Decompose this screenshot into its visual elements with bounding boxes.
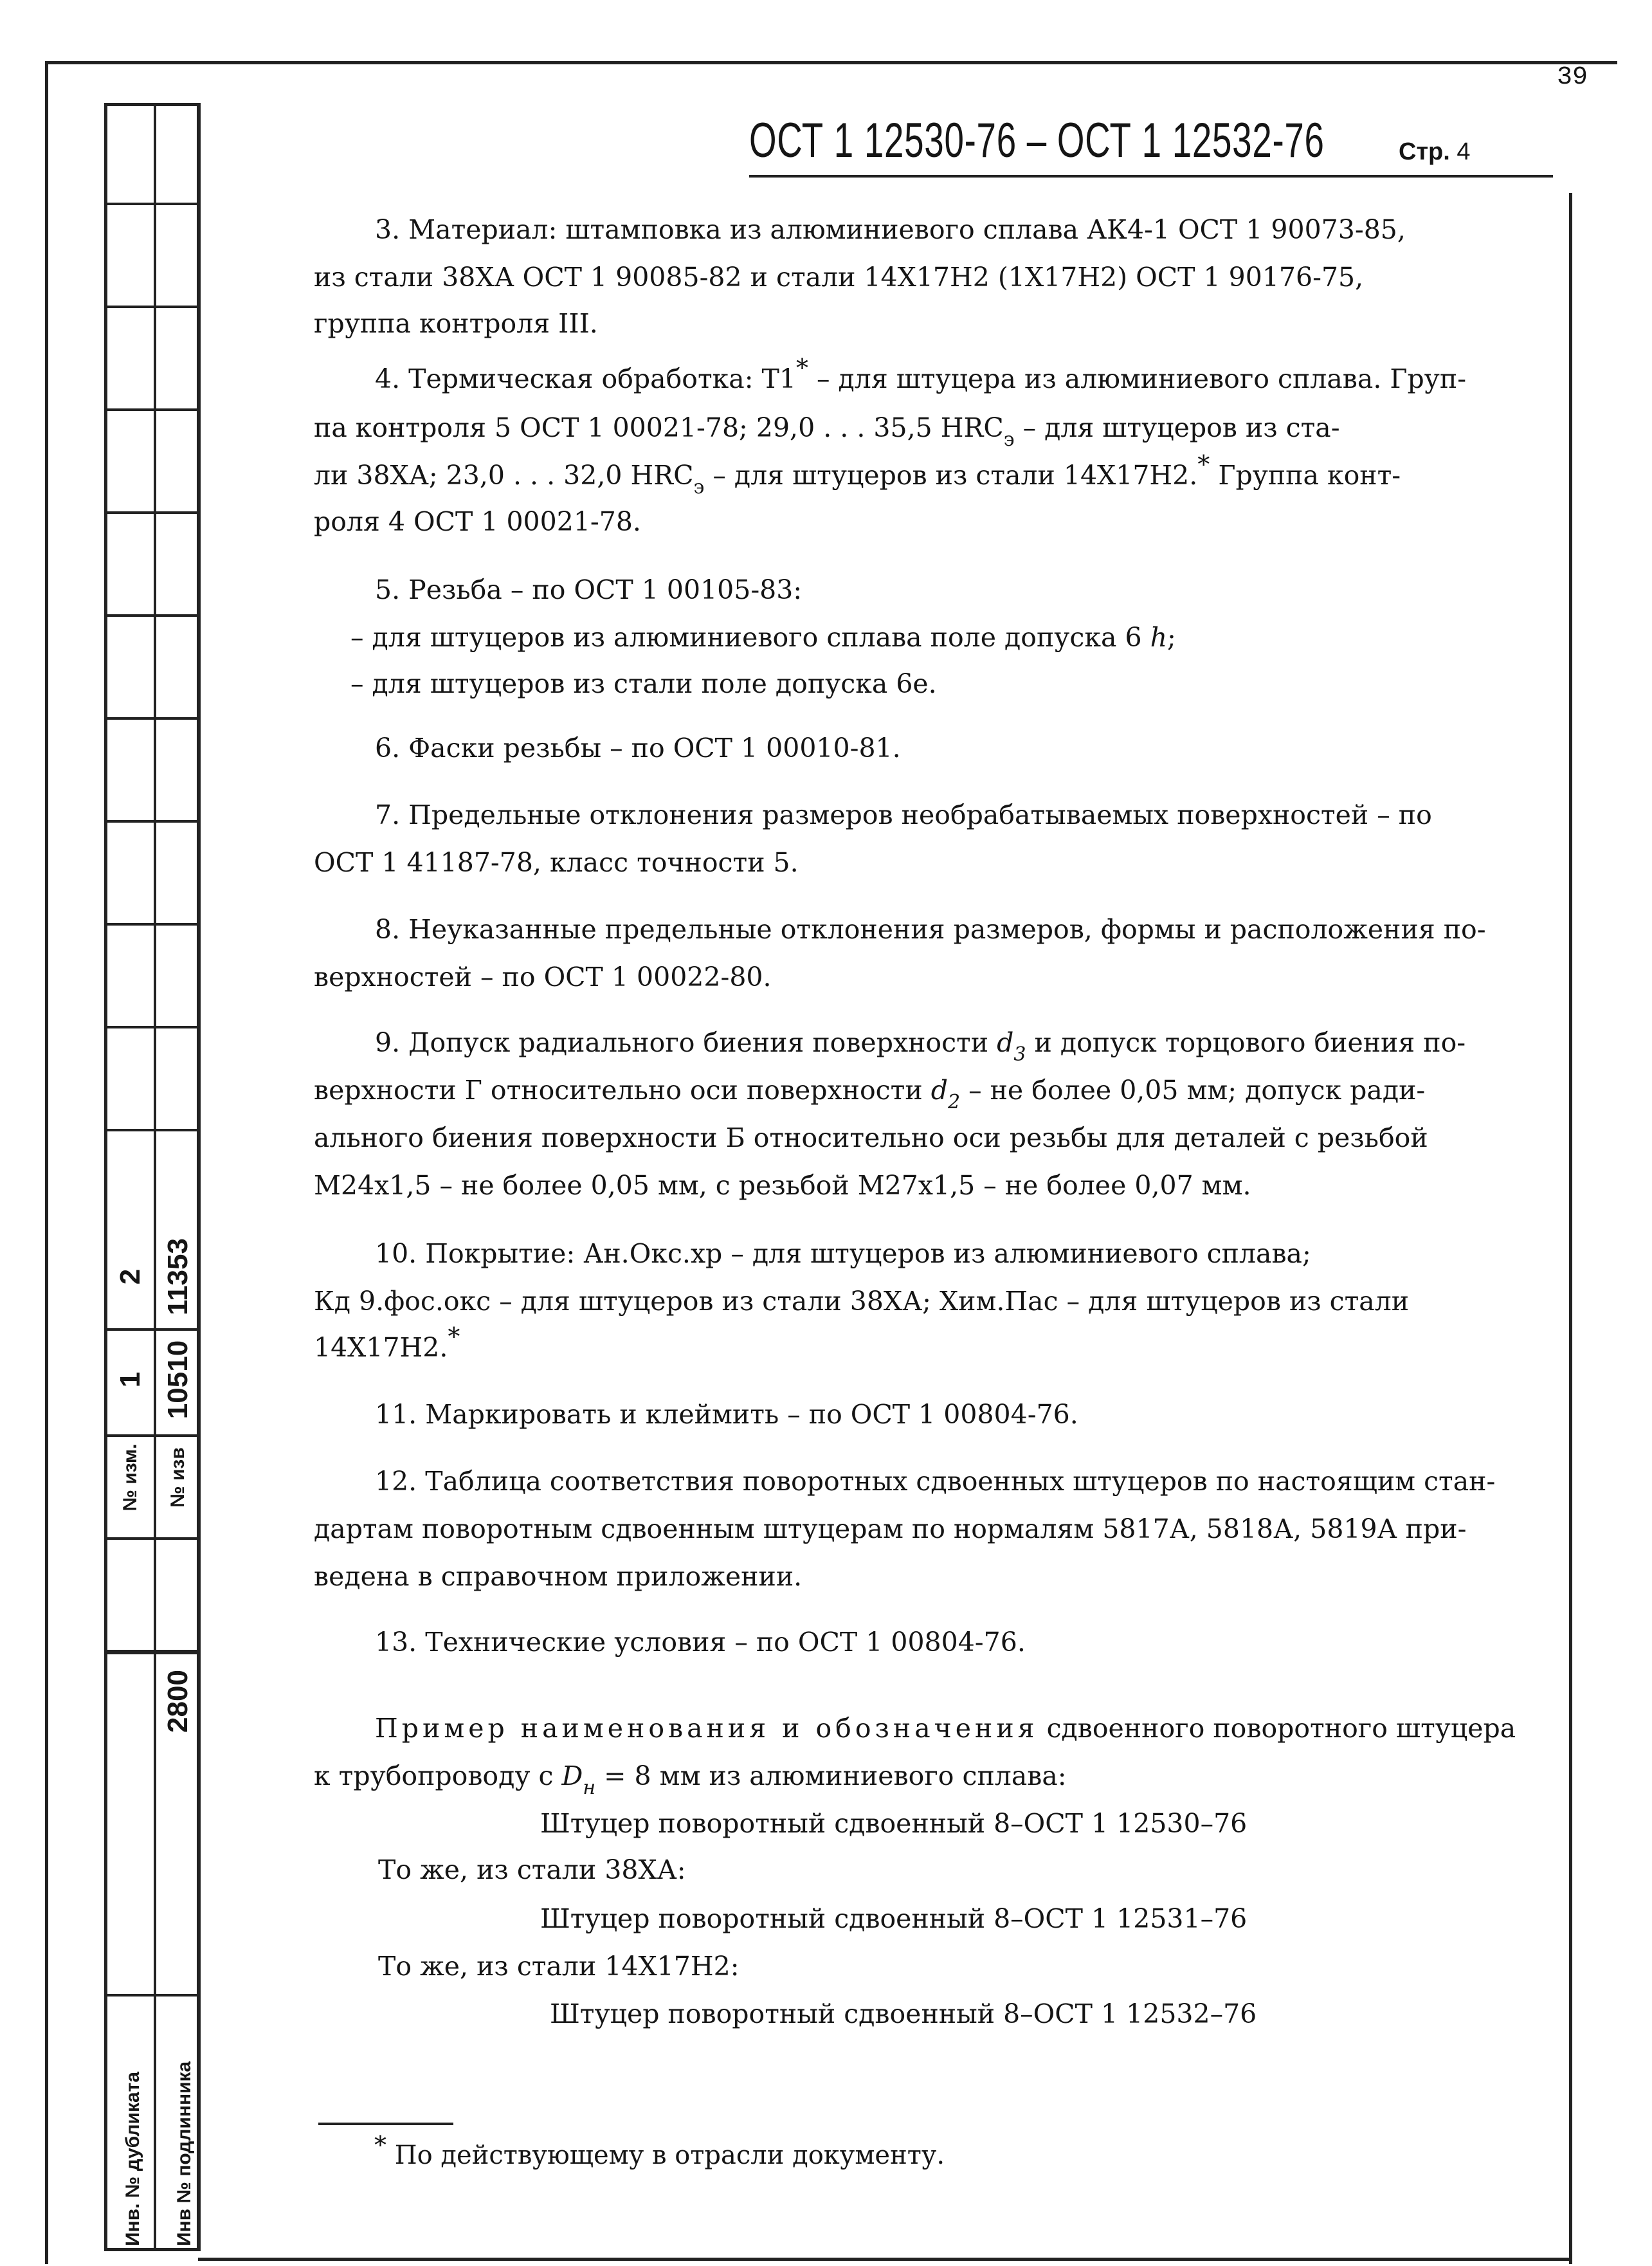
para-13: 13. Технические условия – по ОСТ 1 00804-76. bbox=[375, 1627, 1026, 1658]
footnote bbox=[374, 2131, 945, 2170]
para-3-line-2: из стали 38ХА ОСТ 1 90085-82 и стали 14Х17Н2 (1Х17Н2) ОСТ 1 90176-75, bbox=[314, 262, 1364, 293]
example-line-4: То же, из стали 14Х17Н2: bbox=[378, 1951, 740, 1982]
para-4-line-3a: ли 38ХА; 23,0 . . . 32,0 HRC bbox=[314, 460, 694, 491]
para-10-line-3 bbox=[314, 1324, 460, 1372]
para-9-line-2b: – не более 0,05 мм; допуск ради- bbox=[960, 1075, 1426, 1106]
para-10-line-2: Кд 9.фос.окс – для штуцеров из стали 38ХА; Хим.Пас – для штуцеров из стали bbox=[314, 1286, 1410, 1317]
para-5-line-2b: ; bbox=[1167, 622, 1176, 653]
strip-line bbox=[107, 1537, 197, 1540]
page-label: Стр. bbox=[1399, 138, 1450, 165]
para-8-line-1: 8. Неуказанные предельные отклонения размеров, формы и расположения по- bbox=[375, 914, 1486, 945]
example-designation-1: Штуцер поворотный сдвоенный 8–ОСТ 1 12530–76 bbox=[540, 1808, 1248, 1839]
para-4-line-3c: Группа конт- bbox=[1210, 460, 1401, 491]
example-designation-3: Штуцер поворотный сдвоенный 8–ОСТ 1 12532–76 bbox=[550, 1998, 1257, 2029]
strip-line bbox=[107, 820, 197, 823]
footnote-asterisk: * bbox=[374, 2131, 386, 2159]
example-line-2 bbox=[314, 1752, 1067, 1803]
hrc-subscript: э bbox=[693, 476, 705, 498]
strip-line bbox=[107, 1328, 197, 1331]
strip-label-original: Инв № подлинника bbox=[174, 2061, 195, 2246]
symbol-D: D bbox=[561, 1760, 583, 1791]
example-line-2b: = 8 мм из алюминиевого сплава: bbox=[595, 1760, 1067, 1791]
para-6: 6. Фаски резьбы – по ОСТ 1 00010-81. bbox=[375, 733, 901, 763]
symbol-D-sub: н bbox=[583, 1777, 596, 1799]
strip-label-izv: № изв bbox=[167, 1447, 188, 1508]
para-7-line-1: 7. Предельные отклонения размеров необрабатываемых поверхностей – по bbox=[375, 799, 1432, 830]
strip-inv-value: 2800 bbox=[162, 1670, 194, 1733]
asterisk: * bbox=[448, 1322, 460, 1351]
example-heading: Пример наименования и обозначения bbox=[375, 1713, 1039, 1744]
para-9-line-1 bbox=[314, 1019, 1466, 1070]
asterisk: * bbox=[795, 354, 808, 382]
strip-line bbox=[107, 1994, 197, 1996]
para-9-line-4: М24х1,5 – не более 0,05 мм, с резьбой М27х1,5 – не более 0,07 мм. bbox=[314, 1170, 1251, 1201]
para-5-line-3: – для штуцеров из стали поле допуска 6е. bbox=[350, 668, 937, 699]
header-rule bbox=[749, 175, 1553, 178]
strip-line bbox=[107, 1129, 197, 1131]
revision-strip bbox=[104, 103, 201, 2251]
para-11: 11. Маркировать и клеймить – по ОСТ 1 00804-76. bbox=[375, 1399, 1078, 1430]
example-line-2a: к трубопроводу с bbox=[314, 1760, 562, 1791]
page-number: 39 bbox=[1556, 63, 1588, 92]
para-4-line-1b: – для штуцера из алюминиевого сплава. Груп- bbox=[808, 363, 1467, 394]
document-designation: ОСТ 1 12530-76 – ОСТ 1 12532-76 bbox=[749, 113, 1325, 168]
strip-line bbox=[107, 1026, 197, 1028]
strip-izv-mid: 10510 bbox=[162, 1340, 194, 1420]
para-7-line-2: ОСТ 1 41187-78, класс точности 5. bbox=[314, 847, 799, 878]
para-10-line-1: 10. Покрытие: Ан.Окс.хр – для штуцеров из алюминиевого сплава; bbox=[375, 1238, 1311, 1269]
strip-izv-top: 11353 bbox=[162, 1238, 194, 1315]
example-designation-2: Штуцер поворотный сдвоенный 8–ОСТ 1 12531–76 bbox=[540, 1903, 1248, 1934]
para-9-line-1a: 9. Допуск радиального биения поверхности bbox=[375, 1027, 997, 1058]
para-12-line-2: дартам поворотным сдвоенным штуцерам по нормалям 5817А, 5818А, 5819А при- bbox=[314, 1513, 1467, 1544]
para-4-line-3 bbox=[314, 452, 1401, 502]
para-12-line-3: ведена в справочном приложении. bbox=[314, 1561, 803, 1592]
symbol-d: d bbox=[930, 1075, 948, 1106]
para-4-line-2a: па контроля 5 ОСТ 1 00021-78; 29,0 . . . 35,5 HRC bbox=[314, 412, 1004, 443]
example-line-3: То же, из стали 38ХА: bbox=[378, 1854, 686, 1885]
example-line-1b: сдвоенного поворотного штуцера bbox=[1038, 1713, 1516, 1744]
page-value: 4 bbox=[1457, 138, 1471, 165]
symbol-d: d bbox=[997, 1027, 1014, 1058]
strip-label-duplicate: Инв. № дубликата bbox=[122, 2071, 143, 2246]
para-4-line-1 bbox=[314, 355, 1466, 403]
symbol-d-sub-3: 3 bbox=[1013, 1043, 1026, 1066]
hrc-subscript: э bbox=[1003, 428, 1015, 451]
footnote-rule bbox=[318, 2123, 453, 2125]
strip-label-izm: № изм. bbox=[120, 1443, 141, 1512]
strip-line bbox=[107, 614, 197, 617]
asterisk: * bbox=[1197, 450, 1210, 479]
para-4-line-4: роля 4 ОСТ 1 00021-78. bbox=[314, 506, 641, 537]
strip-line bbox=[107, 306, 197, 308]
para-4-line-2b: – для штуцеров из ста- bbox=[1014, 412, 1340, 443]
symbol-d-sub-2: 2 bbox=[947, 1091, 961, 1113]
strip-line bbox=[107, 1434, 197, 1437]
strip-column-divider bbox=[154, 106, 156, 2248]
strip-line bbox=[107, 511, 197, 514]
bottom-border bbox=[198, 2258, 1572, 2261]
footnote-text: По действующему в отрасли документу. bbox=[386, 2141, 945, 2170]
para-4-line-2 bbox=[314, 404, 1340, 455]
strip-izm-mid: 1 bbox=[114, 1371, 146, 1388]
strip-line bbox=[107, 408, 197, 411]
para-3-line-1: 3. Материал: штамповка из алюминиевого сплава АК4-1 ОСТ 1 90073-85, bbox=[375, 214, 1406, 245]
para-4-line-3b: – для штуцеров из стали 14Х17Н2. bbox=[704, 460, 1198, 491]
para-9-line-2a: верхности Г относительно оси поверхности bbox=[314, 1075, 931, 1106]
para-5-line-1: 5. Резьба – по ОСТ 1 00105-83: bbox=[375, 574, 803, 605]
right-border bbox=[1569, 193, 1572, 2264]
para-5-line-2a: – для штуцеров из алюминиевого сплава поле допуска 6 bbox=[350, 622, 1142, 653]
para-3-line-3: группа контроля III. bbox=[314, 308, 598, 339]
para-10-line-3a: 14Х17Н2. bbox=[314, 1332, 448, 1363]
strip-line bbox=[107, 203, 197, 205]
para-4-line-1a: 4. Термическая обработка: Т1 bbox=[375, 363, 796, 394]
para-5-line-2 bbox=[350, 614, 1176, 661]
para-9-line-1b: и допуск торцового биения по- bbox=[1026, 1027, 1466, 1058]
para-12-line-1: 12. Таблица соответствия поворотных сдвоенных штуцеров по настоящим стан- bbox=[375, 1466, 1496, 1497]
page-indicator bbox=[1399, 138, 1471, 166]
example-line-1 bbox=[314, 1704, 1516, 1752]
strip-line bbox=[107, 923, 197, 926]
strip-line bbox=[107, 717, 197, 720]
para-9-line-2 bbox=[314, 1066, 1425, 1117]
para-9-line-3: ального биения поверхности Б относительно оси резьбы для деталей с резьбой bbox=[314, 1122, 1428, 1153]
strip-izm-top: 2 bbox=[114, 1268, 146, 1285]
para-8-line-2: верхностей – по ОСТ 1 00022-80. bbox=[314, 962, 772, 992]
tolerance-h: h bbox=[1150, 622, 1167, 653]
strip-line bbox=[107, 1650, 197, 1654]
